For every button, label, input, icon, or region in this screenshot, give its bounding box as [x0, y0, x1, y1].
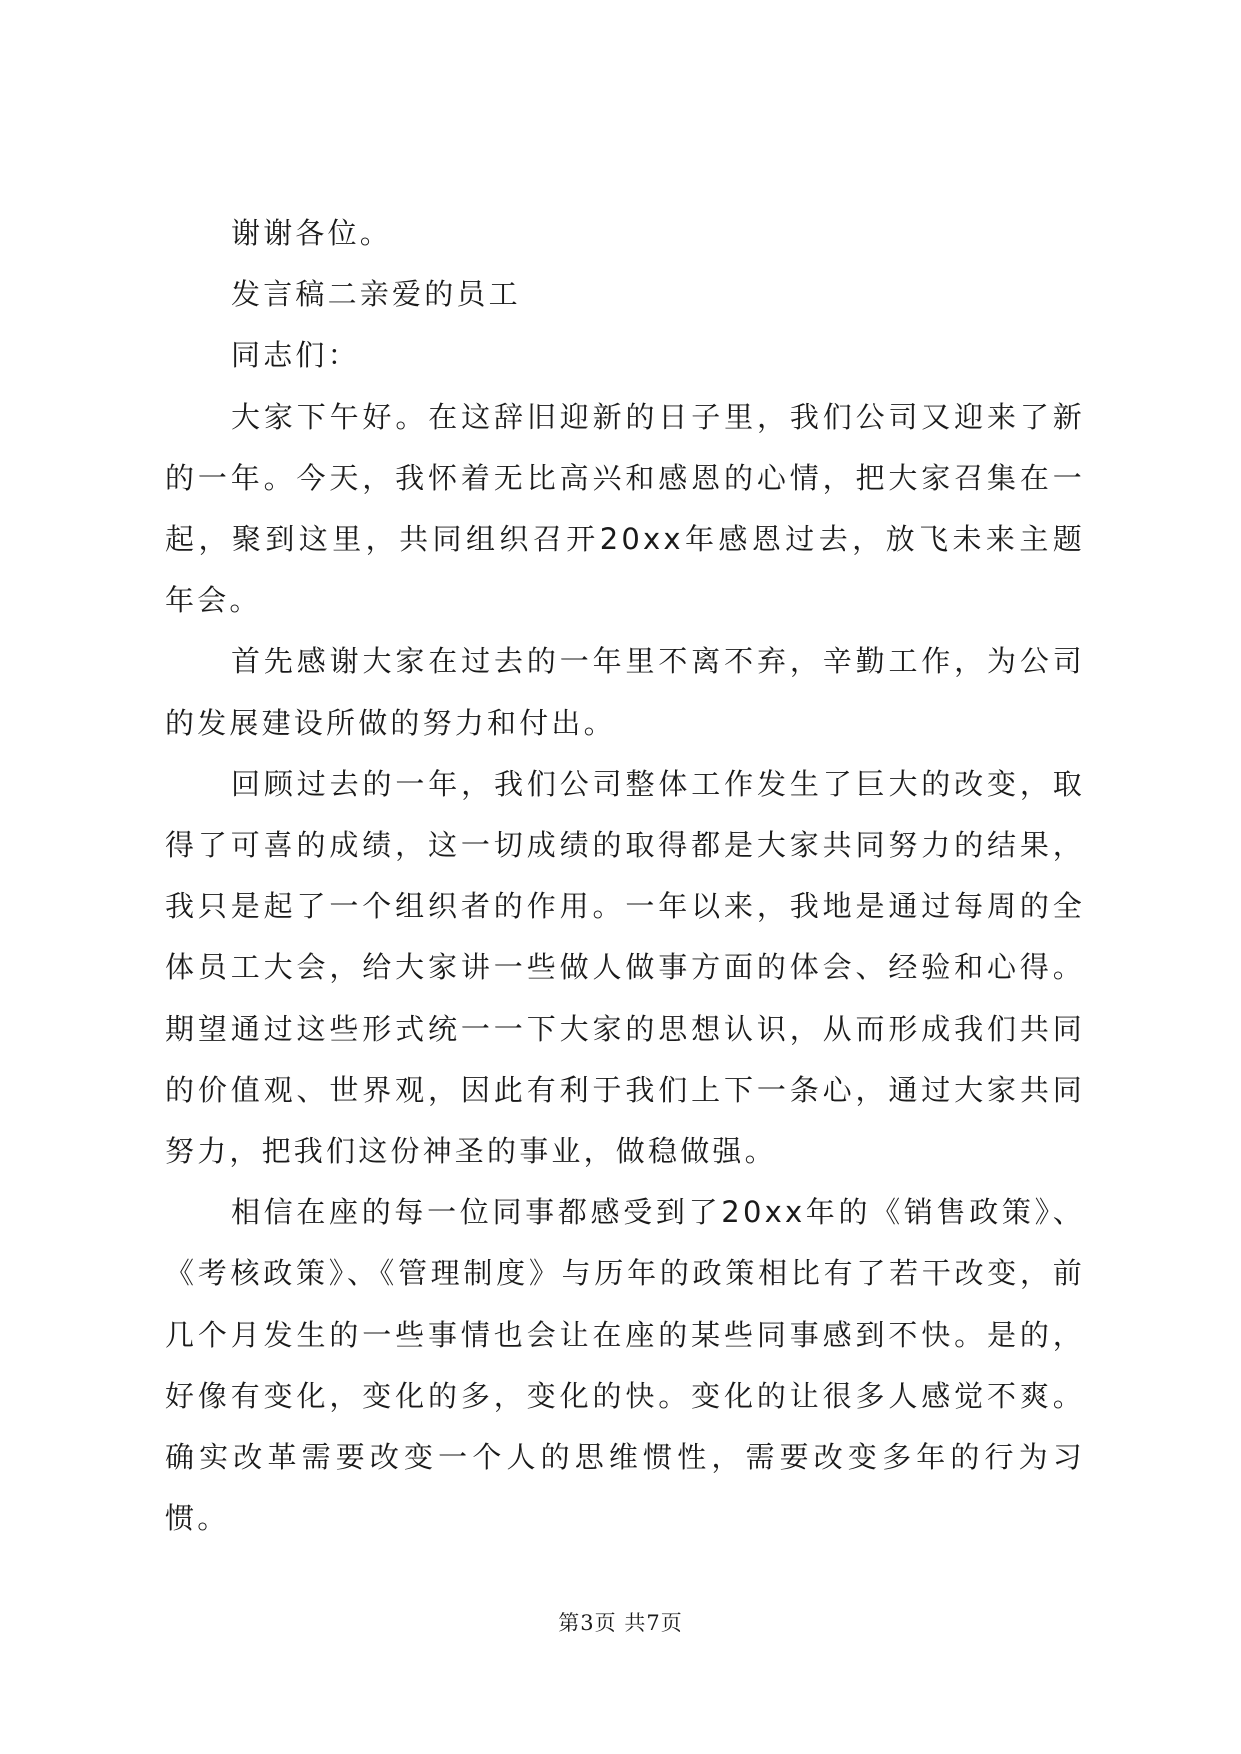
paragraph-gratitude: 首先感谢大家在过去的一年里不离不弃，辛勤工作，为公司的发展建设所做的努力和付出。	[165, 644, 1085, 740]
paragraph-review: 回顾过去的一年，我们公司整体工作发生了巨大的改变，取得了可喜的成绩，这一切成绩的取得都是大家共同努力的结果，我只是起了一个组织者的作用。一年以来，我地是通过每周的全体员工大会，给大家讲一些做人做事方面的体会、经验和心得。期望通过这些形式统一一下大家的思想认识，从而形成我们共同的价值观、世界观，因此有利于我们上下一条心，通过大家共同努力，把我们这份神圣的事业，做稳做强。	[165, 766, 1085, 1169]
paragraph-salutation: 同志们：	[231, 338, 360, 373]
paragraph-greeting: 大家下午好。在这辞旧迎新的日子里，我们公司又迎来了新的一年。今天，我怀着无比高兴和感恩的心情，把大家召集在一起，聚到这里，共同组织召开20xx年感恩过去，放飞未来主题年会。	[165, 399, 1085, 618]
paragraph-speech-title: 发言稿二亲爱的员工	[231, 277, 521, 312]
document-body	[165, 203, 1085, 1549]
paragraph-closing-thanks: 谢谢各位。	[231, 216, 393, 250]
paragraph-policy-changes: 相信在座的每一位同事都感受到了20xx年的《销售政策》、《考核政策》、《管理制度》与历年的政策相比有了若干改变，前几个月发生的一些事情也会让在座的某些同事感到不快。是的，好像有变化，变化的多，变化的快。变化的让很多人感觉不爽。确实改革需要改变一个人的思维惯性，需要改变多年的行为习惯。	[165, 1195, 1085, 1536]
page-footer: 第3页 共7页	[558, 1611, 683, 1635]
